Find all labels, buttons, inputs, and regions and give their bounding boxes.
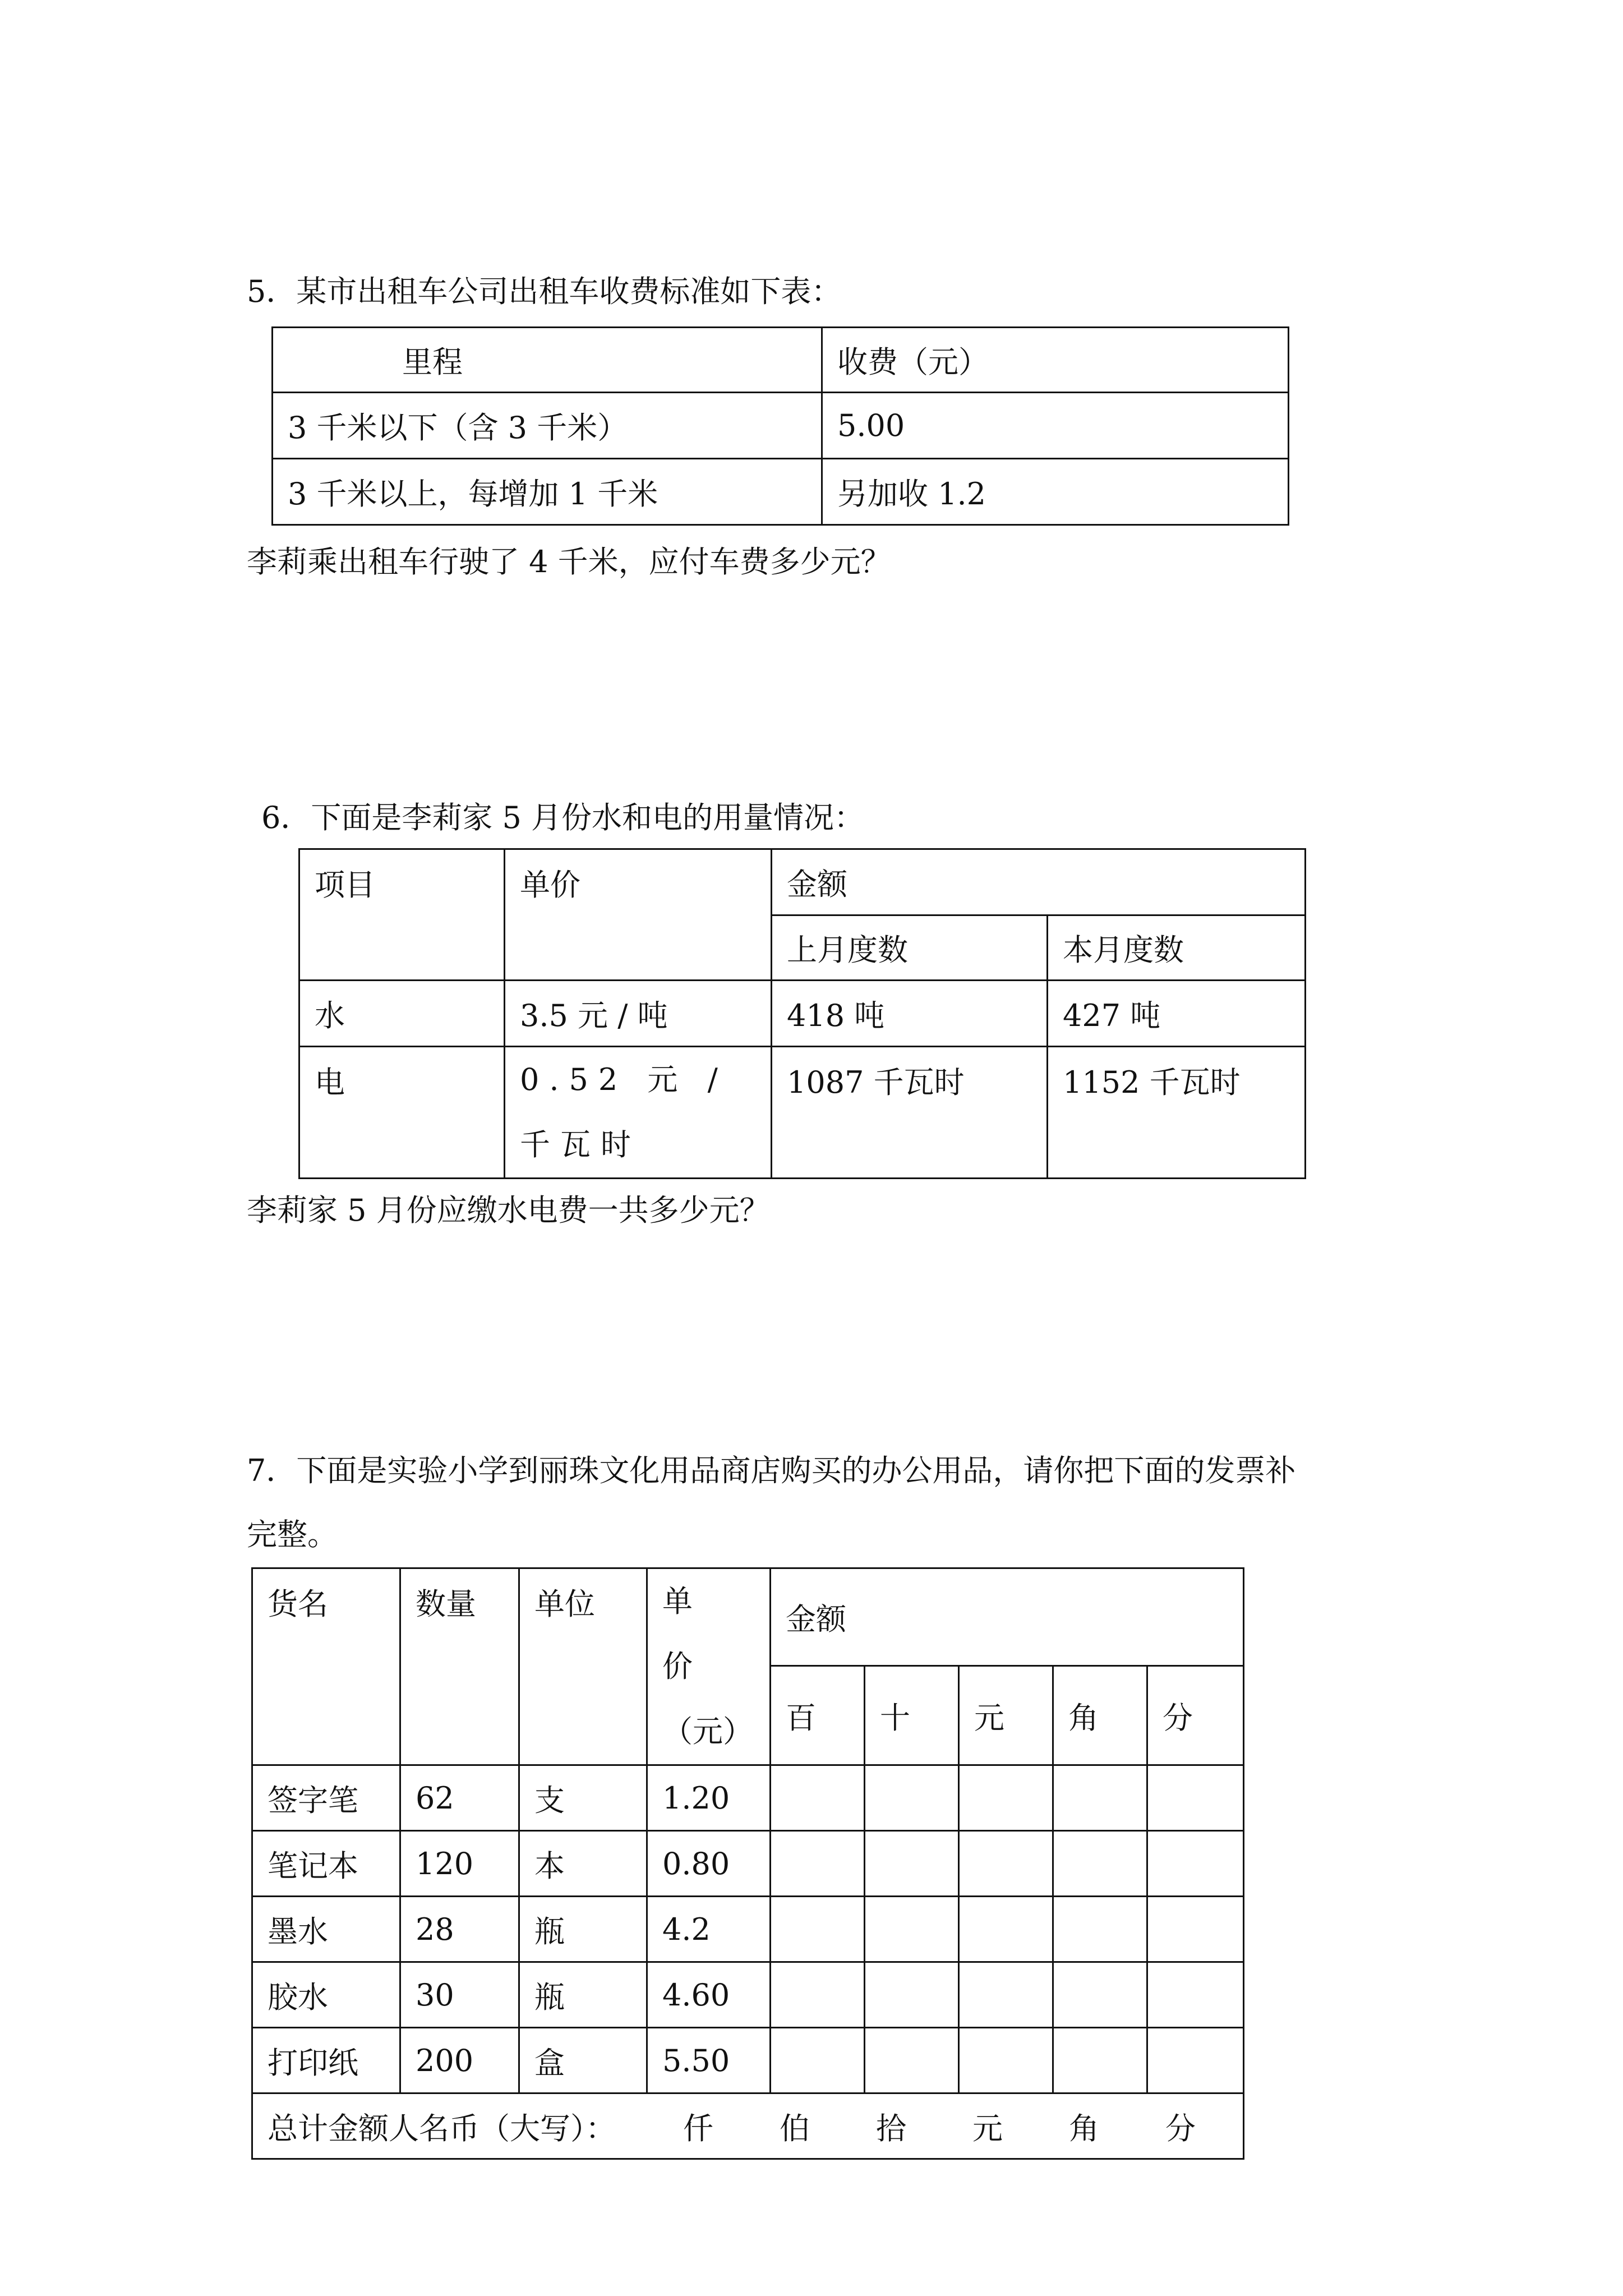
q7-blank-digit[interactable] [865, 1962, 959, 2028]
q7-header-digit-yuan: 元 [959, 1666, 1053, 1765]
q7-blank-digit[interactable] [771, 1765, 865, 1831]
q5-cell: 3 千米以上，每增加 1 千米 [273, 459, 822, 525]
q6-cell-item: 电 [299, 1047, 505, 1179]
q7-cell-price: 1.20 [647, 1765, 771, 1831]
q7-cell-price: 4.60 [647, 1962, 771, 2028]
q7-blank-digit[interactable] [1053, 1831, 1147, 1897]
q5-title: 5．某市出租车公司出租车收费标准如下表： [247, 274, 842, 309]
q7-blank-digit[interactable] [771, 1897, 865, 1962]
q6-question: 李莉家 5 月份应缴水电费一共多少元？ [247, 1193, 770, 1228]
q7-cell-unit: 支 [519, 1765, 647, 1831]
q7-title-line1: 7．下面是实验小学到丽珠文化用品商店购买的办公用品，请你把下面的发票补 [247, 1453, 1296, 1488]
q7-blank-digit[interactable] [1147, 1765, 1244, 1831]
q7-cell-qty: 62 [400, 1765, 519, 1831]
table-row [252, 2028, 1244, 2093]
table-row [252, 1831, 1244, 1897]
q7-cell-qty: 120 [400, 1831, 519, 1897]
q7-cell-unit: 瓶 [519, 1897, 647, 1962]
q7-cell-name: 打印纸 [252, 2028, 400, 2093]
q5-question: 李莉乘出租车行驶了 4 千米，应付车费多少元？ [247, 544, 891, 579]
q7-blank-digit[interactable] [1053, 1897, 1147, 1962]
q7-header-digit-fen: 分 [1147, 1666, 1244, 1765]
q6-title: 6．下面是李莉家 5 月份水和电的用量情况： [261, 800, 865, 835]
q7-total-unit-jiao: 角 [1069, 2110, 1099, 2146]
q7-blank-digit[interactable] [865, 1765, 959, 1831]
q6-cell-item: 水 [299, 981, 505, 1047]
q7-header-price-top: 单 价 [662, 1584, 707, 1684]
q7-header-digit-tens: 十 [865, 1666, 959, 1765]
q7-header-qty: 数量 [400, 1568, 519, 1765]
q7-blank-digit[interactable] [959, 1831, 1053, 1897]
q7-blank-digit[interactable] [865, 2028, 959, 2093]
q7-cell-unit: 瓶 [519, 1962, 647, 2028]
q6-header-price: 单价 [505, 849, 772, 981]
q7-cell-unit: 本 [519, 1831, 647, 1897]
q7-header-unit: 单位 [519, 1568, 647, 1765]
q6-utility-table [298, 848, 1306, 1179]
q7-blank-digit[interactable] [771, 1831, 865, 1897]
q7-total-unit-qian: 仟 [683, 2110, 713, 2146]
q7-total-row [252, 2093, 1244, 2159]
q7-title-line2: 完整。 [247, 1517, 338, 1552]
q6-header-item: 项目 [299, 849, 505, 981]
q7-cell-qty: 28 [400, 1897, 519, 1962]
q6-header-amount: 金额 [772, 849, 1306, 915]
q7-blank-digit[interactable] [865, 1831, 959, 1897]
q7-cell-name: 笔记本 [252, 1831, 400, 1897]
q7-blank-digit[interactable] [865, 1897, 959, 1962]
q7-cell-price: 0.80 [647, 1831, 771, 1897]
q7-total-unit-fen: 分 [1165, 2110, 1196, 2146]
table-row [252, 1962, 1244, 2028]
q7-blank-digit[interactable] [1147, 1962, 1244, 2028]
table-row [252, 1897, 1244, 1962]
q5-taxi-fare-table [271, 326, 1289, 526]
q7-header-price [647, 1568, 771, 1765]
q7-blank-digit[interactable] [959, 1962, 1053, 2028]
q7-invoice-table [251, 1567, 1244, 2160]
q7-header-price-bottom: （元） [662, 1714, 753, 1749]
q7-blank-digit[interactable] [959, 1765, 1053, 1831]
q7-total-label: 总计金额人名币（大写）： [268, 2110, 616, 2146]
q6-cell-last: 1087 千瓦时 [772, 1047, 1048, 1179]
q7-cell-price: 4.2 [647, 1897, 771, 1962]
q6-cell-price: 0.52 元 / 千瓦时 [505, 1047, 772, 1179]
q6-cell-price: 3.5 元 / 吨 [505, 981, 772, 1047]
q7-total-unit-shi: 拾 [876, 2110, 906, 2146]
q7-cell-name: 胶水 [252, 1962, 400, 2028]
q7-cell-qty: 200 [400, 2028, 519, 2093]
q6-cell-current: 427 吨 [1048, 981, 1306, 1047]
q7-cell-name: 墨水 [252, 1897, 400, 1962]
q7-header-amount: 金额 [771, 1568, 1244, 1666]
q7-cell-unit: 盒 [519, 2028, 647, 2093]
q5-cell: 5.00 [822, 393, 1289, 459]
q7-blank-digit[interactable] [771, 1962, 865, 2028]
q5-cell: 另加收 1.2 [822, 459, 1289, 525]
q7-blank-digit[interactable] [1147, 1831, 1244, 1897]
q7-header-name: 货名 [252, 1568, 400, 1765]
q7-blank-digit[interactable] [959, 2028, 1053, 2093]
q7-total-unit-bai: 伯 [780, 2110, 810, 2146]
q7-blank-digit[interactable] [1053, 1962, 1147, 2028]
q5-header-fee: 收费（元） [822, 328, 1289, 393]
q7-blank-digit[interactable] [959, 1897, 1053, 1962]
q6-cell-last: 418 吨 [772, 981, 1048, 1047]
q7-blank-digit[interactable] [1053, 2028, 1147, 2093]
q5-cell: 3 千米以下（含 3 千米） [273, 393, 822, 459]
table-row [252, 1765, 1244, 1831]
q7-blank-digit[interactable] [771, 2028, 865, 2093]
q7-cell-price: 5.50 [647, 2028, 771, 2093]
q7-header-digit-hundreds: 百 [771, 1666, 865, 1765]
q7-total-unit-yuan: 元 [972, 2110, 1003, 2146]
q6-cell-current: 1152 千瓦时 [1048, 1047, 1306, 1179]
q7-blank-digit[interactable] [1147, 1897, 1244, 1962]
q7-cell-name: 签字笔 [252, 1765, 400, 1831]
q6-header-last-reading: 上月度数 [772, 915, 1048, 981]
q7-cell-qty: 30 [400, 1962, 519, 2028]
q6-header-current-reading: 本月度数 [1048, 915, 1306, 981]
q7-blank-digit[interactable] [1147, 2028, 1244, 2093]
q7-blank-digit[interactable] [1053, 1765, 1147, 1831]
q7-header-digit-jiao: 角 [1053, 1666, 1147, 1765]
q5-header-distance: 里程 [273, 328, 822, 393]
